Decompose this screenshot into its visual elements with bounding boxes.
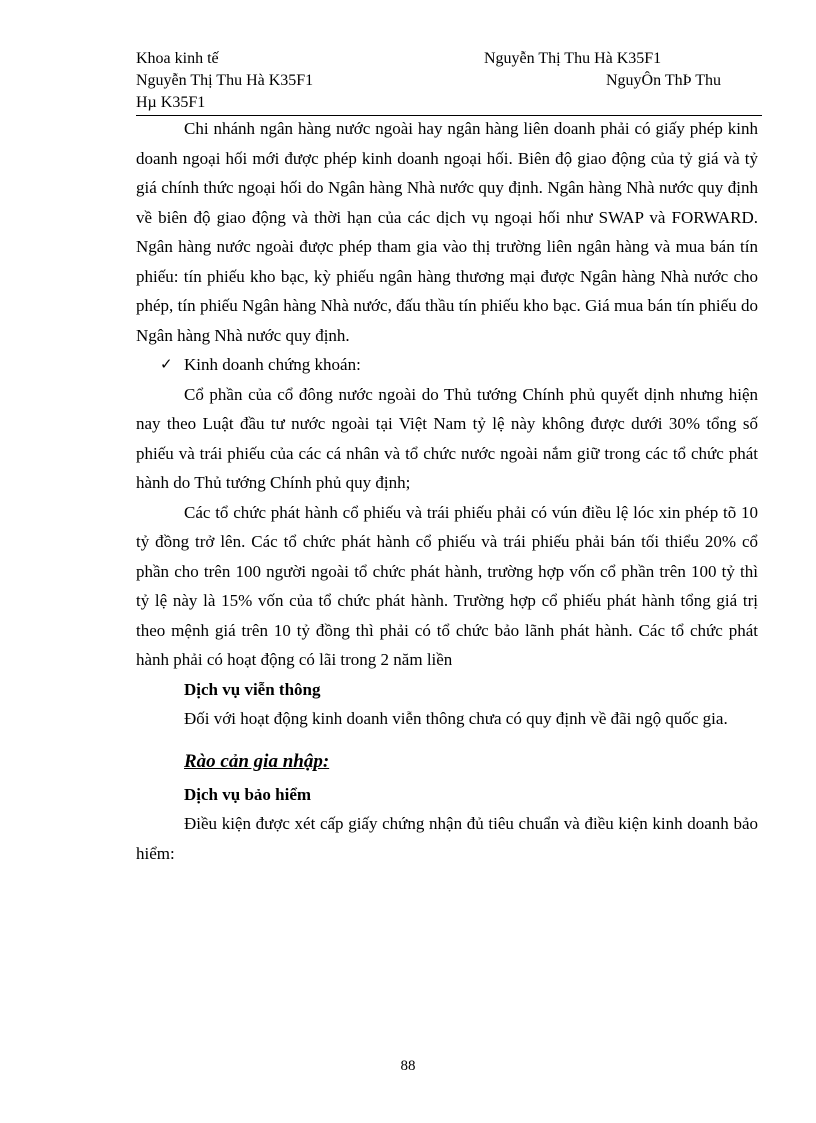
subheading-insurance: Dịch vụ bảo hiểm — [184, 784, 312, 804]
bullet-securities — [136, 350, 758, 380]
paragraph-issuers: Các tổ chức phát hành cổ phiếu và trái phiếu phải có vún điều lệ lóc xin phép tõ 10 tỷ đồng trở lên. Các tổ chức phát hành cổ phiếu và trái phiếu phải bán tối thiểu 20% cổ phần cho trên 100 người ngoài tổ chức phát hành, trường hợp vốn cổ phần trên 100 tỷ thì tỷ lệ này là 15% vốn của tổ chức phát hành. Trường hợp cổ phiếu phát hành tổng giá trị theo mệnh giá trên 10 tỷ đồng thì phải có tổ chức bảo lãnh phát hành. Các tổ chức phát hành phải có hoạt động có lãi trong 2 năm liền — [136, 502, 758, 669]
paragraph-telecom: Đối với hoạt động kinh doanh viễn thông chưa có quy định về đãi ngộ quốc gia. — [184, 709, 728, 728]
header-author-left: Nguyễn Thị Thu Hà K35F1 — [136, 72, 314, 89]
header-faculty: Khoa kinh tế — [136, 50, 219, 67]
bullet-securities-label: Kinh doanh chứng khoán: — [184, 355, 361, 374]
section-heading-entry-barriers: Rào cản gia nhập: — [184, 750, 330, 772]
header-author-right: Nguyễn Thị Thu Hà K35F1 — [484, 50, 662, 67]
page-header — [136, 48, 762, 114]
document-body — [136, 114, 758, 868]
header-author-garbled: NguyÔn ThÞ Thu — [606, 72, 721, 89]
checkmark-icon: ✓ — [160, 355, 173, 373]
paragraph-shareholders: Cổ phần của cổ đông nước ngoài do Thủ tướng Chính phủ quyết dịnh nhưng hiện nay theo Luật đầu tư nước ngoài tại Việt Nam tỷ lệ này không được dưới 30% tổng số phiếu và trái phiếu của các cá nhân và tổ chức nước ngoài nắm giữ trong các tổ chức phát hành do Thủ tướng Chính phủ quy định; — [136, 384, 758, 492]
page-number: 88 — [400, 1058, 416, 1074]
paragraph-insurance: Điều kiện được xét cấp giấy chứng nhận đủ tiêu chuẩn và điều kiện kinh doanh bảo hiểm: — [136, 814, 758, 863]
paragraph-foreign-exchange: Chi nhánh ngân hàng nước ngoài hay ngân hàng liên doanh phải có giấy phép kinh doanh ngoại hối mới được phép kinh doanh ngoại hối. Biên độ giao động của tỷ giá và tỷ giá chính thức ngoại hối do Ngân hàng Nhà nước quy định. Ngân hàng Nhà nước quy định về biên độ giao động và thời hạn của các dịch vụ ngoại hối như SWAP và FORWARD. Ngân hàng nước ngoài được phép tham gia vào thị trường liên ngân hàng và mua bán tín phiếu: tín phiếu kho bạc, kỳ phiếu ngân hàng thương mại được Ngân hàng Nhà nước cho phép, tín phiếu Ngân hàng Nhà nước, đấu thầu tín phiếu kho bạc. Giá mua bán tín phiếu do Ngân hàng Nhà nước quy định. — [136, 119, 758, 345]
header-author-garbled-cont: Hµ K35F1 — [136, 94, 206, 111]
subheading-telecom: Dịch vụ viễn thông — [184, 679, 321, 699]
